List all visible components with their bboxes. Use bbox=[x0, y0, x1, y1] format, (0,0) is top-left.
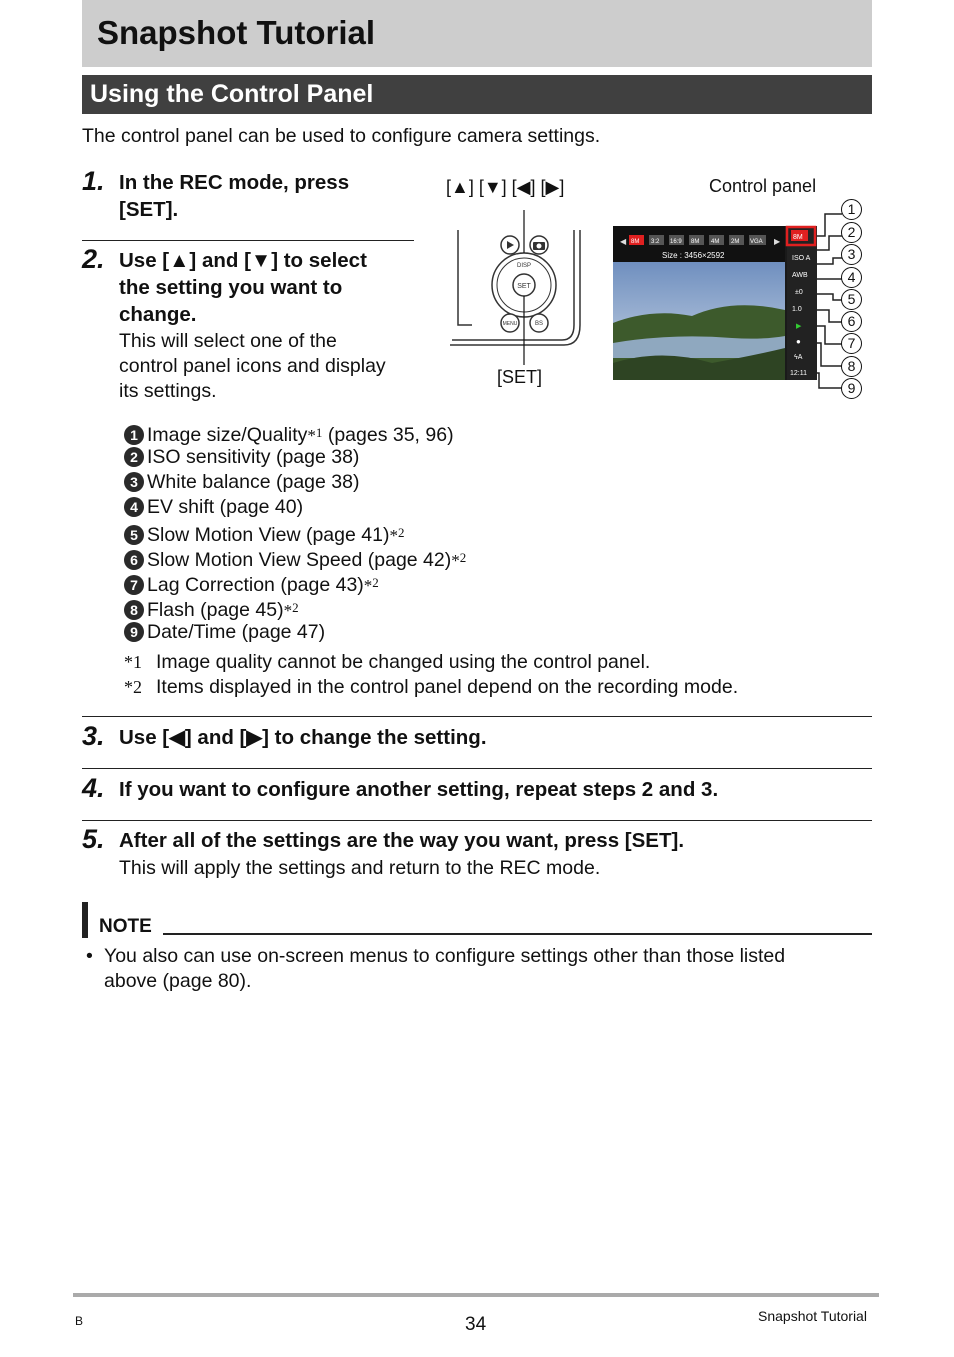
list-item: 2 ISO sensitivity (page 38) bbox=[124, 445, 359, 470]
svg-text:▶: ▶ bbox=[796, 323, 802, 330]
callout-3: 3 bbox=[841, 244, 862, 265]
step-4-title: If you want to configure another setting, repeat steps 2 and 3. bbox=[119, 778, 719, 801]
intro-text: The control panel can be used to configure camera settings. bbox=[82, 125, 601, 147]
svg-text:4M: 4M bbox=[711, 239, 720, 245]
svg-text:16:9: 16:9 bbox=[670, 239, 682, 245]
item-number: 4 bbox=[124, 497, 144, 517]
item-footnote-mark: 1 bbox=[315, 425, 323, 440]
step-2-title-line: the setting you want to bbox=[119, 276, 343, 299]
list-item: 8 Flash (page 45)*$^2$ bbox=[124, 595, 299, 620]
svg-text:1.0: 1.0 bbox=[792, 306, 802, 313]
item-number: 7 bbox=[124, 575, 144, 595]
svg-text:AWB: AWB bbox=[792, 272, 808, 279]
arrow-buttons-label: [▲] [▼] [◀] [▶] bbox=[446, 177, 565, 197]
svg-text:▶: ▶ bbox=[774, 237, 781, 246]
step-divider bbox=[82, 768, 872, 769]
step-4-number: 4. bbox=[82, 773, 105, 803]
svg-text:3:2: 3:2 bbox=[651, 239, 660, 245]
step-divider bbox=[82, 820, 872, 821]
callout-5: 5 bbox=[841, 289, 862, 310]
step-2-title-line: change. bbox=[119, 303, 197, 326]
svg-text:●: ● bbox=[796, 337, 801, 346]
step-2-body-line: This will select one of the bbox=[119, 330, 337, 352]
step-2-body bbox=[119, 329, 386, 404]
camera-buttons-illustration bbox=[446, 205, 582, 365]
step-1-title-line: [SET]. bbox=[119, 198, 179, 221]
page-title: Snapshot Tutorial bbox=[97, 14, 376, 51]
footnote: *1 Image quality cannot be changed using the control panel. bbox=[124, 651, 651, 673]
note-text-line: above (page 80). bbox=[104, 970, 252, 992]
step-2-title bbox=[119, 247, 367, 328]
note-text bbox=[104, 944, 785, 994]
item-number: 5 bbox=[124, 525, 144, 545]
svg-text:◀: ◀ bbox=[620, 237, 627, 246]
list-item: 3 White balance (page 38) bbox=[124, 470, 359, 495]
svg-text:ϟA: ϟA bbox=[794, 354, 803, 361]
callout-8: 8 bbox=[841, 356, 862, 377]
svg-text:12:11: 12:11 bbox=[790, 370, 807, 377]
note-marker bbox=[82, 902, 88, 938]
control-panel-label: Control panel bbox=[709, 176, 817, 196]
step-5-body: This will apply the settings and return to the REC mode. bbox=[119, 857, 601, 879]
list-item: 9 Date/Time (page 47) bbox=[124, 620, 325, 645]
item-number: 3 bbox=[124, 472, 144, 492]
step-5-number: 5. bbox=[82, 824, 105, 854]
step-1-title-line: In the REC mode, press bbox=[119, 171, 350, 194]
callout-6: 6 bbox=[841, 311, 862, 332]
svg-text:DISP: DISP bbox=[516, 263, 532, 269]
step-3-title: Use [◀] and [▶] to change the setting. bbox=[119, 726, 487, 749]
note-bullet: • bbox=[86, 945, 93, 967]
step-2-number: 2. bbox=[82, 244, 105, 274]
note-label: NOTE bbox=[99, 916, 152, 937]
callout-7: 7 bbox=[841, 333, 862, 354]
section-title: Using the Control Panel bbox=[90, 80, 374, 108]
svg-text:BS: BS bbox=[534, 321, 544, 327]
note-rule bbox=[163, 933, 872, 935]
svg-text:SET: SET bbox=[517, 283, 531, 290]
item-number: 2 bbox=[124, 447, 144, 467]
title-bar bbox=[82, 0, 872, 67]
svg-text:MENU: MENU bbox=[502, 321, 518, 327]
footer-code: B bbox=[75, 1314, 84, 1328]
callout-2: 2 bbox=[841, 222, 862, 243]
page-number: 34 bbox=[465, 1314, 487, 1335]
list-item: 1 Image size/Quality*$^1$ (pages 35, 96) bbox=[124, 420, 454, 445]
svg-text:8M: 8M bbox=[691, 239, 700, 245]
svg-text:8M: 8M bbox=[793, 234, 803, 241]
svg-text:±0: ±0 bbox=[795, 289, 803, 296]
list-item: 7 Lag Correction (page 43)*$^2$ bbox=[124, 570, 379, 595]
step-3-number: 3. bbox=[82, 721, 105, 751]
list-item: 4 EV shift (page 40) bbox=[124, 495, 303, 520]
callout-9: 9 bbox=[841, 378, 862, 399]
set-button-label: [SET] bbox=[497, 367, 543, 387]
step-divider bbox=[82, 240, 414, 241]
footer-chapter: Snapshot Tutorial bbox=[758, 1308, 867, 1324]
item-number: 9 bbox=[124, 622, 144, 642]
svg-text:VGA: VGA bbox=[750, 239, 763, 245]
section-bar bbox=[82, 75, 872, 114]
step-1-title bbox=[119, 169, 349, 223]
item-number: 6 bbox=[124, 550, 144, 570]
item-number: 1 bbox=[124, 425, 144, 445]
list-item: 6 Slow Motion View Speed (page 42)*$^2$ bbox=[124, 545, 466, 570]
step-divider bbox=[82, 716, 872, 717]
step-2-title-line: Use [▲] and [▼] to select bbox=[119, 249, 367, 272]
footnote: *2 Items displayed in the control panel depend on the recording mode. bbox=[124, 676, 739, 698]
step-2-body-line: its settings. bbox=[119, 380, 217, 402]
step-2-body-line: control panel icons and display bbox=[119, 355, 386, 377]
footer-rule bbox=[73, 1293, 879, 1297]
svg-text:8M: 8M bbox=[631, 239, 640, 245]
svg-text:Size : 3456×2592: Size : 3456×2592 bbox=[662, 251, 725, 260]
step-5-title: After all of the settings are the way you want, press [SET]. bbox=[119, 829, 685, 852]
svg-text:2M: 2M bbox=[731, 239, 740, 245]
callout-1: 1 bbox=[841, 199, 862, 220]
step-1-number: 1. bbox=[82, 166, 105, 196]
svg-text:ISO A: ISO A bbox=[792, 255, 811, 262]
list-item: 5 Slow Motion View (page 41)*$^2$ bbox=[124, 520, 404, 545]
control-panel-screen bbox=[612, 198, 868, 404]
callout-4: 4 bbox=[841, 267, 862, 288]
item-number: 8 bbox=[124, 600, 144, 620]
note-text-line: You also can use on-screen menus to configure settings other than those listed bbox=[104, 945, 786, 967]
